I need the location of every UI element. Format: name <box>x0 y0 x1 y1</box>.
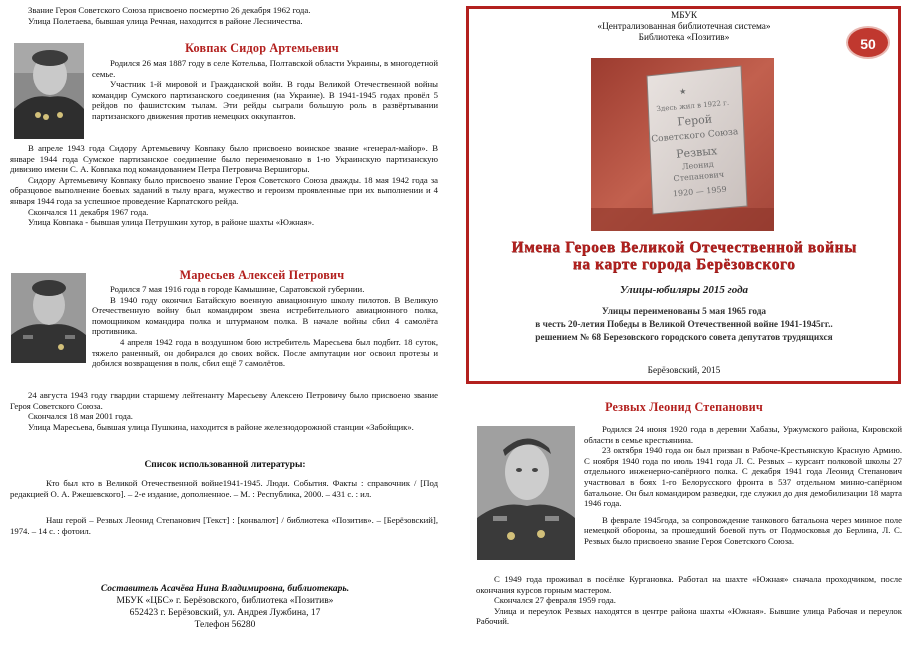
maresyev-bio-top <box>92 284 438 369</box>
cover-org-line: Библиотека «Позитив» <box>638 33 730 43</box>
cover-org-line: «Централизованная библиотечная система» <box>597 22 771 32</box>
maresyev-paragraph: 4 апреля 1942 года в воздушном бою истребитель Маресьева был подбит. 18 суток, тяжело раненный, он добирался до своих войск. После ампутации ног освоил протезы и добился возвращения в полк, сбил ещё 7 самолётов. <box>92 336 438 369</box>
kovpak-paragraph: В апреле 1943 года Сидору Артемьевичу Ковпаку было присвоено воинское звание «генерал-майор». В январе 1944 года Сумское партизанское соединение было переименовано в 1-ю Украинскую партизанскую дивизию имени С. А. Ковпака под командованием Петра Петровича Вершигоры. <box>10 143 438 175</box>
intro-line: Улица Полетаева, бывшая улица Речная, находится в районе Лесничества. <box>28 15 303 26</box>
literature-item: Кто был кто в Великой Отечественной войне1941-1945. Люди. События. Факты : справочник / [Под редакцией О. А. Ржешевского]. – 2-е издание, дополненное. – М. : Республика, 2000. – 431 с. : ил. <box>10 478 438 499</box>
rezvykh-paragraph: Родился 24 июня 1920 года в деревни Хабазы, Уржумского района, Кировской области в семье крестьянина. <box>584 424 902 445</box>
kovpak-paragraph: Улица Ковпака - бывшая улица Петрушкин хутор, в районе шахты «Южная». <box>28 217 315 228</box>
maresyev-paragraph: Скончался 18 мая 2001 года. <box>28 411 133 422</box>
compiler-block <box>10 583 440 631</box>
rezvykh-photo <box>477 426 575 560</box>
maresyev-photo <box>11 273 86 363</box>
rezvykh-paragraph: 23 октября 1940 года он был призван в Рабоче-Крестьянскую Красную Армию. С ноября 1940 года по июль 1941 года Л. С. Резвых – курсант полковой школы 27 отдельного инженерно-сапёрного полка. С декабря 1941 года Леонид Степанович участвовал в боях 1-го Белорусского фронта в 537 отдельном минно-сапёрном батальоне. Он был командиром разведки, где служил до дня демобилизации 18 марта 1946 года. <box>584 445 902 509</box>
rezvykh-name: Резвых Леонид Степанович <box>605 400 763 414</box>
plaque-line2: Герой <box>676 112 713 129</box>
maresyev-paragraph: 24 августа 1943 году гвардии старшему лейтенанту Маресьеву Алексею Петровичу было присвоено звание Героя Советского Союза. <box>10 390 438 411</box>
kovpak-bio-bottom <box>10 143 438 228</box>
cover-title-line: на карте города Берёзовского <box>572 256 796 273</box>
kovpak-paragraph: Скончался 11 декабря 1967 года. <box>28 206 149 217</box>
literature-item: Наш герой – Резвых Леонид Степанович [Текст] : [конвалют] / библиотека «Позитив». – [Берёзовский], 1974. – 14 с. : фотоил. <box>10 515 438 536</box>
maresyev-name: Маресьев Алексей Петрович <box>179 268 345 282</box>
cover-org-line: МБУК <box>670 11 698 21</box>
rezvykh-bio-top <box>584 424 902 547</box>
cover-org <box>470 11 898 44</box>
cover-subtitle: Улицы-юбиляры 2015 года <box>619 284 749 296</box>
plaque-line4: Резвых <box>675 144 718 161</box>
intro-block <box>10 5 448 26</box>
plaque-line3: Советского Союза <box>650 127 739 145</box>
cover-title <box>470 239 898 273</box>
compiler-org: МБУК «ЦБС» г. Берёзовского, библиотека «Позитив» <box>116 596 334 606</box>
cover-title-line: Имена Героев Великой Отечественной войны <box>511 239 857 256</box>
plaque-line6: Степанович <box>673 169 725 184</box>
compiler-author: Составитель Асачёва Нина Владимировна, библиотекарь. <box>100 584 350 594</box>
maresyev-paragraph: Родился 7 мая 1916 года в городе Камышине, Саратовской губернии. <box>110 284 365 294</box>
cover-info-line: Улицы переименованы 5 мая 1965 года <box>601 307 767 317</box>
cover-info-line: решением № 68 Березовского городского совета депутатов трудящихся <box>535 333 833 343</box>
kovpak-photo <box>14 43 84 139</box>
maresyev-paragraph: Улица Маресьева, бывшая улица Пушкина, находится в районе железнодорожной станции «Забойщик». <box>28 421 414 432</box>
plaque-line5: Леонид <box>681 159 715 172</box>
plaque-line1: Здесь жил в 1922 г. <box>656 98 730 114</box>
kovpak-paragraph: Родился 26 мая 1887 году в селе Котельва, Полтавской области Украины, в многодетной семье. <box>92 58 438 79</box>
intro-line: Звание Героя Советского Союза присвоено посмертно 26 декабря 1962 года. <box>28 5 311 15</box>
rezvykh-paragraph: В феврале 1945года, за сопровождение танкового батальона через минное поле немецкой обороны, за прошедший боевой путь от Подмосковья до Берлина, Л. С. Резвых было присвоено звание Героя Советского Союза. <box>584 514 902 546</box>
rezvykh-paragraph: С 1949 года проживал в посёлке Кургановка. Работал на шахте «Южная» сначала проходчиком, после окончания курсов горным мастером. <box>476 574 902 595</box>
rezvykh-paragraph: Скончался 27 февраля 1959 года. <box>494 595 616 606</box>
cover-info <box>470 306 898 345</box>
literature-title: Список использованной литературы: <box>144 460 306 470</box>
kovpak-paragraph: Участник 1-й мировой и Гражданской войн. В годы Великой Отечественной войны командир Сумского партизанского соединения (на Украине). В 1941-1945 годах провёл 5 рейдов по фашистским тылам. Эти рейды сыграли большую роль в развёртывании партизанского движения против немецких оккупантов. <box>92 79 438 121</box>
cover-city-year: Берёзовский, 2015 <box>647 366 721 376</box>
plaque-line7: 1920 — 1959 <box>672 184 727 199</box>
rezvykh-bio-bottom <box>476 574 902 627</box>
memorial-plaque-photo <box>591 58 774 231</box>
literature-list <box>10 478 438 536</box>
cover-info-line: в честь 20-летия Победы в Великой Отечественной войне 1941-1945гг.. <box>535 320 833 330</box>
kovpak-name: Ковпак Сидор Артемьевич <box>185 41 339 55</box>
compiler-phone: Телефон 56280 <box>194 620 256 630</box>
maresyev-paragraph: В 1940 году окончил Батайскую военную авиационную школу пилотов. В Великую Отечественную войну был командиром звена истребительного авиационного полка, помощником командира полка и штурманом полка. В начале войны сбил 4 самолёта противника. <box>92 294 438 337</box>
anniversary-badge: 50 <box>846 26 890 59</box>
rezvykh-paragraph: Улица и переулок Резвых находятся в центре района шахты «Южная». Бывшие улица Рабочая и переулок Рабочий. <box>476 605 902 627</box>
compiler-address: 652423 г. Берёзовский, ул. Андрея Лужбина, 17 <box>129 608 321 618</box>
kovpak-bio-top <box>92 58 438 122</box>
kovpak-paragraph: Сидору Артемьевичу Ковпаку было присвоено звание Героя Советского Союза дважды. 18 мая 1942 года за образцовое выполнение боевых заданий в тылу врага, мужество и героизм проявленные при их выполнении и 4 января 1944 года за успешное проведение Карпатского рейда. <box>10 174 438 206</box>
svg-text:★: ★ <box>678 86 687 97</box>
maresyev-bio-bottom <box>10 390 438 432</box>
